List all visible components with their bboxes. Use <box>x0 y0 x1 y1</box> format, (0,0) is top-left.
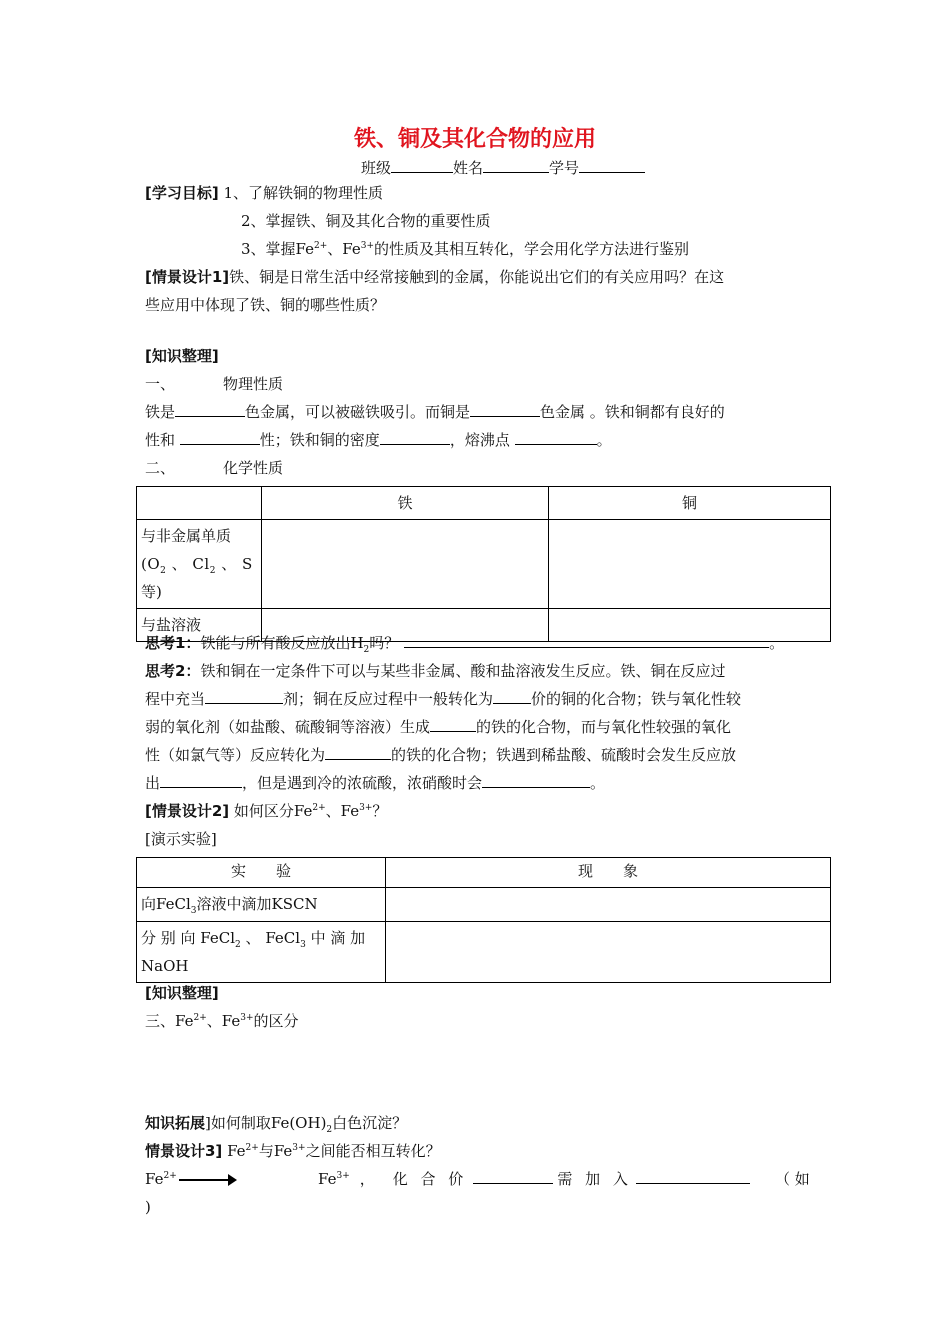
conversion-detail: $Fe^{3+}$ ， 化 合 价 需 加 入 <box>318 1169 750 1189</box>
table1-corner-cell <box>137 487 262 520</box>
density-blank[interactable] <box>380 430 450 445</box>
scene1-line1: [情景设计1]铁、铜是日常生活中经常接触到的金属，你能说出它们的有关应用吗？在这 <box>145 268 725 286</box>
demo-heading: [演示实验] <box>145 830 217 848</box>
section-2-heading: 二、 化学性质 <box>145 459 284 477</box>
name-blank[interactable] <box>483 158 549 173</box>
page-title: 铁、铜及其化合物的应用 <box>353 127 596 152</box>
reagent-blank[interactable] <box>636 1169 750 1184</box>
weak-oxidant-valence-blank[interactable] <box>430 717 476 732</box>
goal-3: 3、掌握$Fe^{2+}$、$Fe^{3+}$的性质及其相互转化，学会用化学方法进行鉴别 <box>241 240 690 258</box>
think-2-line1: 思考2：铁和铜在一定条件下可以与某些非金属、酸和盐溶液发生反应。铁、铜在反应过 <box>145 662 726 680</box>
agent-blank[interactable] <box>205 689 283 704</box>
physical-line1: 铁是 色金属，可以被磁铁吸引。而铜是 色金属 。铁和铜都有良好的 <box>145 403 725 421</box>
scene1-line2: 些应用中体现了铁、铜的哪些性质？ <box>145 296 386 314</box>
think-2-line2: 程中充当 剂；铜在反应过程中一般转化为 价的铜的化合物；铁与氧化性较 <box>145 690 742 708</box>
table2-naoh-phenomenon-cell[interactable] <box>386 922 831 983</box>
think-2-line3: 弱的氧化剂（如盐酸、硫酸铜等溶液）生成 的铁的化合物，而与氧化性较强的氧化 <box>145 718 732 736</box>
physical-line2: 性和 性；铁和铜的密度 ，熔沸点 。 <box>145 431 612 449</box>
knowledge-heading-2: [知识整理] <box>145 984 219 1002</box>
scene3-line: 情景设计3] $Fe^{2+}$与$Fe^{3+}$之间能否相互转化？ <box>145 1142 441 1160</box>
valence-change-blank[interactable] <box>473 1169 553 1184</box>
table2-row-naoh: 分 别 向 FeCl$_2$ 、 FeCl$_3$ 中 滴 加 NaOH <box>137 922 386 983</box>
think1-answer-blank[interactable] <box>404 633 769 648</box>
table2-header-phenomenon: 现 象 <box>386 858 831 888</box>
copper-valence-blank[interactable] <box>493 689 531 704</box>
section-3-heading: 三、$Fe^{2+}$、$Fe^{3+}$的区分 <box>145 1012 299 1030</box>
student-id-blank[interactable] <box>579 158 645 173</box>
think-2-line5: 出 ，但是遇到冷的浓硫酸，浓硝酸时会 。 <box>145 774 606 792</box>
goal-2: 2、掌握铁、铜及其化合物的重要性质 <box>241 212 491 230</box>
right-arrow-icon <box>179 1179 235 1181</box>
table1-copper-nonmetal-cell[interactable] <box>549 520 831 609</box>
property-blank-1[interactable] <box>180 430 260 445</box>
student-info-line: 班级 姓名 学号 <box>361 158 645 178</box>
example-paren-open: （ 如 <box>775 1170 810 1188</box>
table2-header-experiment: 实 验 <box>137 858 386 888</box>
table1-header-copper: 铜 <box>549 487 831 520</box>
class-blank[interactable] <box>391 158 453 173</box>
melting-point-blank[interactable] <box>515 430 597 445</box>
table1-header-iron: 铁 <box>262 487 549 520</box>
think-2-line4: 性（如氯气等）反应转化为 的铁的化合物；铁遇到稀盐酸、硫酸时会发生反应放 <box>145 746 737 764</box>
table2-kscn-phenomenon-cell[interactable] <box>386 888 831 922</box>
passivation-blank[interactable] <box>482 773 590 788</box>
strong-oxidant-valence-blank[interactable] <box>325 745 391 760</box>
experiment-table <box>136 857 831 983</box>
knowledge-heading-1: [知识整理] <box>145 347 219 365</box>
section-1-heading: 一、 物理性质 <box>145 375 284 393</box>
think-1: 思考1：铁能与所有酸反应放出$H_2$吗？ 。 <box>145 634 785 655</box>
conversion-line: $Fe^{2+}$ <box>145 1169 235 1189</box>
chemical-properties-table <box>136 486 831 642</box>
table2-row-kscn: 向FeCl$_3$溶液中滴加KSCN <box>137 888 386 922</box>
goal-1: [学习目标] 1、了解铁铜的物理性质 <box>145 184 384 202</box>
gas-blank[interactable] <box>160 773 242 788</box>
example-paren-close: ) <box>145 1198 151 1216</box>
table1-iron-nonmetal-cell[interactable] <box>262 520 549 609</box>
table1-row-nonmetal-label: 与非金属单质 ($O_2$ 、 $Cl_2$ 、 S 等) <box>137 520 262 609</box>
table1-row-salt-label: 与盐溶液 <box>137 609 262 642</box>
knowledge-extension: 知识拓展]如何制取$Fe(OH)_2$白色沉淀？ <box>145 1114 408 1135</box>
color-copper-blank[interactable] <box>470 402 540 417</box>
scene2-line: [情景设计2] 如何区分$Fe^{2+}$、$Fe^{3+}$？ <box>145 802 388 820</box>
color-iron-blank[interactable] <box>175 402 245 417</box>
